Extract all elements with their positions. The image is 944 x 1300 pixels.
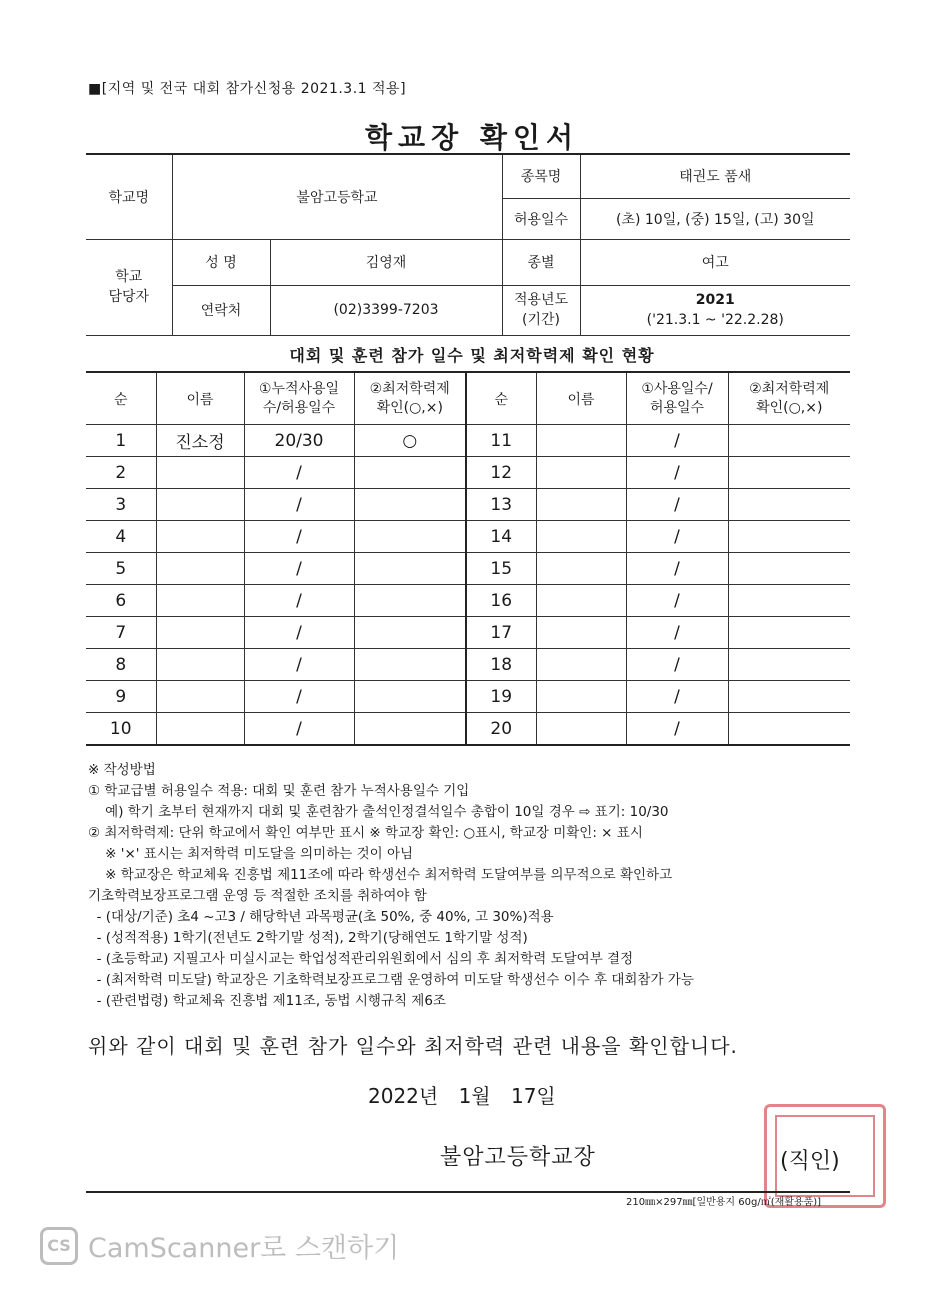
row-days-right: / <box>626 617 728 649</box>
row-check-right <box>728 617 850 649</box>
manager-label: 학교 담당자 <box>86 239 172 335</box>
table-subtitle: 대회 및 훈련 참가 일수 및 최저학력제 확인 현황 <box>289 346 655 365</box>
row-number-right: 12 <box>466 457 536 489</box>
row-number-right: 17 <box>466 617 536 649</box>
info-table <box>86 153 850 336</box>
row-name-right <box>536 425 626 457</box>
row-name <box>156 457 244 489</box>
row-days: / <box>244 489 354 521</box>
instruction-line: - (초등학교) 지필고사 미실시교는 학업성적관리위원회에서 심의 후 최저학력 도달여부 결정 <box>88 951 634 967</box>
row-days: 20/30 <box>244 425 354 457</box>
col-no-right: 순 <box>466 372 536 425</box>
col-name: 이름 <box>156 372 244 425</box>
row-name <box>156 553 244 585</box>
allowed-days-label: 허용일수 <box>502 198 580 239</box>
row-check-right <box>728 649 850 681</box>
row-number-right: 20 <box>466 713 536 746</box>
row-check <box>354 521 466 553</box>
row-days: / <box>244 681 354 713</box>
row-number: 7 <box>86 617 156 649</box>
row-number-right: 19 <box>466 681 536 713</box>
row-number: 1 <box>86 425 156 457</box>
scanner-watermark <box>40 1226 399 1265</box>
table-row <box>86 681 850 713</box>
row-number: 4 <box>86 521 156 553</box>
contact-value: (02)3399-7203 <box>270 285 502 335</box>
instruction-line: - (최저학력 미도달) 학교장은 기초학력보장프로그램 운영하여 미도달 학생선수 이수 후 대회참가 가능 <box>88 972 694 988</box>
row-number-right: 11 <box>466 425 536 457</box>
col-no: 순 <box>86 372 156 425</box>
row-days-right: / <box>626 713 728 746</box>
row-days: / <box>244 585 354 617</box>
row-number: 5 <box>86 553 156 585</box>
table-row <box>86 457 850 489</box>
camscanner-logo-icon: CS <box>40 1227 78 1265</box>
instruction-line: ※ 학교장은 학교체육 진흥법 제11조에 따라 학생선수 최저학력 도달여부를 의무적으로 확인하고 <box>88 867 673 883</box>
row-name <box>156 649 244 681</box>
seal-label: (직인) <box>780 1149 840 1174</box>
row-days: / <box>244 649 354 681</box>
row-number: 10 <box>86 713 156 746</box>
row-name-right <box>536 521 626 553</box>
row-name <box>156 617 244 649</box>
event-value: 태권도 품새 <box>580 154 850 198</box>
name-label: 성 명 <box>172 239 270 285</box>
row-number-right: 16 <box>466 585 536 617</box>
row-name-right <box>536 457 626 489</box>
table-row <box>86 649 850 681</box>
watermark-text: CamScanner로 스캔하기 <box>88 1233 400 1264</box>
school-value: 불암고등학교 <box>172 154 502 239</box>
header-note: ■[지역 및 전국 대회 참가신청용 2021.3.1 적용] <box>88 81 407 97</box>
row-name <box>156 713 244 746</box>
row-check <box>354 681 466 713</box>
year-cell <box>580 285 850 335</box>
row-name-right <box>536 553 626 585</box>
confirmation-statement: 위와 같이 대회 및 훈련 참가 일수와 최저학력 관련 내용을 확인합니다. <box>88 1034 738 1058</box>
row-check <box>354 489 466 521</box>
row-check-right <box>728 521 850 553</box>
row-name: 진소정 <box>156 425 244 457</box>
row-check-right <box>728 585 850 617</box>
col-check: ②최저학력제 확인(○,×) <box>354 372 466 425</box>
document-title: 학교장 확인서 <box>364 121 580 154</box>
instruction-line: - (관련법령) 학교체육 진흥법 제11조, 동법 시행규칙 제6조 <box>88 993 446 1009</box>
issue-date: 2022년 1월 17일 <box>368 1084 556 1108</box>
table-row <box>86 617 850 649</box>
instruction-line: 기초학력보장프로그램 운영 등 적절한 조치를 취하여야 함 <box>88 888 427 904</box>
year-label: 적용년도 (기간) <box>502 285 580 335</box>
row-check: ○ <box>354 425 466 457</box>
allowed-days-value: (초) 10일, (중) 15일, (고) 30일 <box>580 198 850 239</box>
instruction-line: ① 학교급별 허용일수 적용: 대회 및 훈련 참가 누적사용일수 기입 <box>88 783 470 799</box>
row-name-right <box>536 649 626 681</box>
row-days-right: / <box>626 585 728 617</box>
row-days: / <box>244 457 354 489</box>
instructions <box>88 760 858 1012</box>
event-label: 종목명 <box>502 154 580 198</box>
col-days: ①누적사용일 수/허용일수 <box>244 372 354 425</box>
row-number-right: 14 <box>466 521 536 553</box>
col-check-right: ②최저학력제 확인(○,×) <box>728 372 850 425</box>
row-days-right: / <box>626 553 728 585</box>
row-name-right <box>536 713 626 746</box>
row-name <box>156 585 244 617</box>
row-number-right: 13 <box>466 489 536 521</box>
contact-label: 연락처 <box>172 285 270 335</box>
table-row <box>86 521 850 553</box>
paper-spec: 210㎜×297㎜[일반용지 60g/㎡(재활용품)] <box>626 1197 822 1208</box>
row-name <box>156 521 244 553</box>
row-number-right: 15 <box>466 553 536 585</box>
instruction-line: ※ 작성방법 <box>88 762 156 778</box>
row-check-right <box>728 681 850 713</box>
instruction-line: ※ '×' 표시는 최저학력 미도달을 의미하는 것이 아님 <box>88 846 414 862</box>
table-row <box>86 585 850 617</box>
row-name-right <box>536 489 626 521</box>
row-name <box>156 489 244 521</box>
row-check-right <box>728 489 850 521</box>
signer-title: 불암고등학교장 <box>440 1145 596 1170</box>
row-name-right <box>536 681 626 713</box>
row-days-right: / <box>626 649 728 681</box>
row-days: / <box>244 553 354 585</box>
row-number: 3 <box>86 489 156 521</box>
row-check <box>354 713 466 746</box>
row-number: 8 <box>86 649 156 681</box>
row-check <box>354 553 466 585</box>
row-number: 2 <box>86 457 156 489</box>
row-name-right <box>536 617 626 649</box>
row-check-right <box>728 425 850 457</box>
row-days-right: / <box>626 521 728 553</box>
row-days-right: / <box>626 681 728 713</box>
row-check-right <box>728 553 850 585</box>
table-row <box>86 713 850 746</box>
row-number: 9 <box>86 681 156 713</box>
row-name-right <box>536 585 626 617</box>
participation-table <box>86 371 850 746</box>
col-name-right: 이름 <box>536 372 626 425</box>
row-name <box>156 681 244 713</box>
row-days: / <box>244 521 354 553</box>
school-label: 학교명 <box>86 154 172 239</box>
row-number: 6 <box>86 585 156 617</box>
year-value: 2021 <box>695 292 735 308</box>
table-row <box>86 425 850 457</box>
instruction-line: - (성적적용) 1학기(전년도 2학기말 성적), 2학기(당해연도 1학기말 성적) <box>88 930 528 946</box>
row-check-right <box>728 457 850 489</box>
table-row <box>86 553 850 585</box>
instruction-line: ② 최저학력제: 단위 학교에서 확인 여부만 표시 ※ 학교장 확인: ○표시, 학교장 미확인: × 표시 <box>88 825 643 841</box>
col-days-right: ①사용일수/ 허용일수 <box>626 372 728 425</box>
row-number-right: 18 <box>466 649 536 681</box>
row-check <box>354 649 466 681</box>
row-days-right: / <box>626 489 728 521</box>
row-check <box>354 617 466 649</box>
table-header-row <box>86 372 850 425</box>
year-period: ('21.3.1 ~ '22.2.28) <box>646 312 784 328</box>
row-days-right: / <box>626 425 728 457</box>
row-check-right <box>728 713 850 746</box>
row-check <box>354 457 466 489</box>
row-check <box>354 585 466 617</box>
instruction-line: - (대상/기준) 초4 ~고3 / 해당학년 과목평균(초 50%, 중 40%, 고 30%)적용 <box>88 909 554 925</box>
row-days: / <box>244 617 354 649</box>
row-days: / <box>244 713 354 746</box>
category-label: 종별 <box>502 239 580 285</box>
name-value: 김영재 <box>270 239 502 285</box>
row-days-right: / <box>626 457 728 489</box>
category-value: 여고 <box>580 239 850 285</box>
table-row <box>86 489 850 521</box>
instruction-line: 예) 학기 초부터 현재까지 대회 및 훈련참가 출석인정결석일수 총합이 10일 경우 ⇨ 표기: 10/30 <box>88 804 669 820</box>
